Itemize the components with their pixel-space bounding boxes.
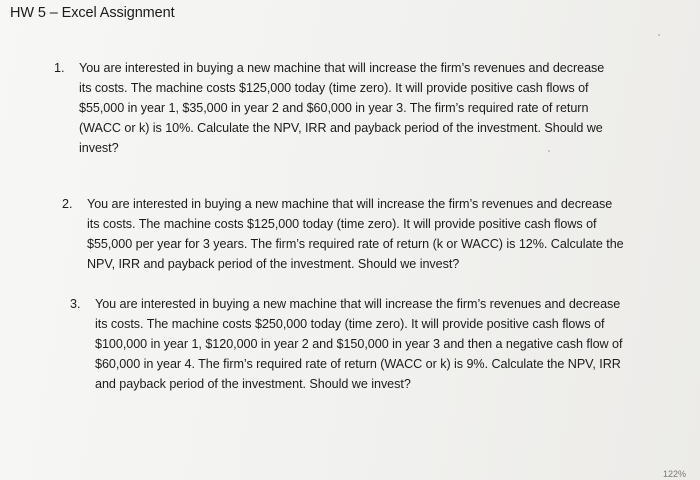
question-number: 3. (70, 297, 81, 311)
question-text: You are interested in buying a new machine that will increase the firm’s revenues and decrease its costs. The machine costs $125,000 today (time zero). It will provide positive cash flows of $55,000 in year 1, $35,000 in year 2 and $60,000 in year 3. The firm’s required rate of return (WACC or k) is 10%. Calculate the NPV, IRR and payback period of the investment. Should we invest? (79, 61, 605, 155)
question-text: You are interested in buying a new machine that will increase the firm’s revenues and decrease its costs. The machine costs $250,000 today (time zero). It will provide positive cash flows of $100,000 in year 1, $120,000 in year 2 and $150,000 in year 3 and then a negative cash flow of $60,000 in year 4. The firm’s required rate of return (WACC or k) is 9%. Calculate the NPV, IRR and payback period of the investment. Should we invest? (95, 297, 623, 391)
page-title: HW 5 – Excel Assignment (10, 5, 175, 21)
paper-speck (548, 150, 550, 152)
paper-speck (658, 34, 660, 36)
question-number: 2. (62, 197, 73, 211)
question-number: 1. (54, 61, 65, 75)
corner-text: 122% (662, 469, 686, 479)
question-text: You are interested in buying a new machine that will increase the firm’s revenues and decrease its costs. The machine costs $125,000 today (time zero). It will provide positive cash flows of $55,000 per year for 3 years. The firm’s required rate of return (k or WACC) is 12%. Calculate the NPV, IRR and payback period of the investment. Should we invest? (87, 197, 624, 271)
